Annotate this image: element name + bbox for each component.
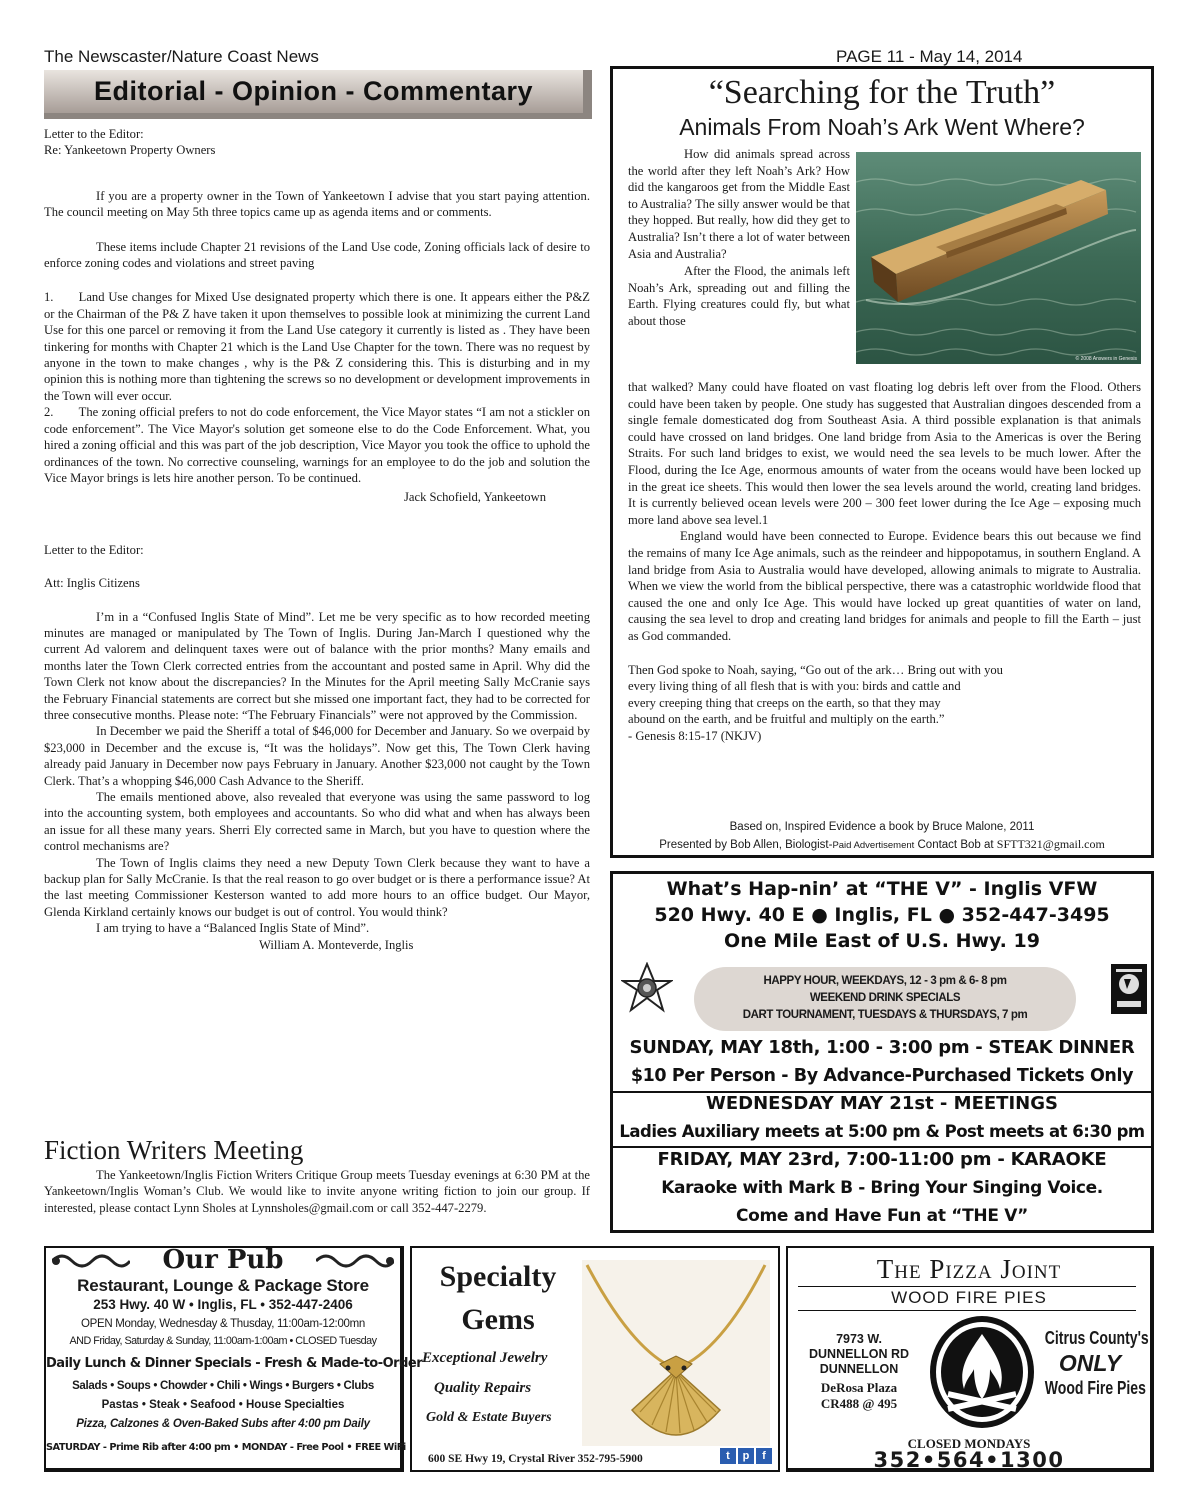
plaza-name: DeRosa Plaza	[820, 1380, 898, 1395]
editorial-banner-title: Editorial - Opinion - Commentary	[93, 76, 534, 106]
fire-logo-icon	[928, 1314, 1036, 1434]
truth-para: How did animals spread across the world after they left Noah’s Ark? How did the kangaroos get from the Middle East to Australia? The silly answer would be that they hopped. But really, how did they get to Australia? Isn’t there a lot of water between Asia and Australia?	[628, 147, 850, 261]
facebook-icon[interactable]: f	[756, 1448, 772, 1464]
letter2-para: The emails mentioned above, also revealed that everyone was using the same password to log into the accounting system, both employees and accountants. So who did what and when has always been an issue for all these many years. Sherri Ely corrected same in March, but you have to question where the control mechanisms are?	[44, 790, 590, 854]
pub-hours: AND Friday, Saturday & Sunday, 11:00am-1:00am • CLOSED Tuesday	[69, 1335, 377, 1347]
gems-service: Quality Repairs	[434, 1380, 532, 1396]
pub-menu: Salads • Soups • Chowder • Chili • Wings • Burgers • Clubs	[72, 1380, 374, 1392]
vfw-divider	[613, 1146, 1151, 1148]
pizza-name: The Pizza Joint	[876, 1254, 1062, 1284]
our-pub-ad	[44, 1245, 423, 1472]
crossroads: CR488 @ 495	[820, 1396, 898, 1411]
truth-title: “Searching for the Truth”	[708, 74, 1056, 111]
vfw-event-price: $10 Per Person - By Advance-Purchased Tickets Only	[630, 1066, 1134, 1086]
letter1-heading: Letter to the Editor:	[44, 127, 144, 141]
gems-service: Exceptional Jewelry	[422, 1350, 548, 1366]
truth-para: that walked? Many could have floated on vast floating log debris left over from the Flood. Others could have been taken by people. One study has suggested that Australian dingoes descended from a single female domesticated dog from Southeast Asia. A third possible explanation is that animals could have crossed on land bridges. One land bridge from Asia to the Americas is over the Bering Straits. For such land bridges to exist, we would need the sea levels to be much lower. After the Flood, during the Ice Age, enormous amounts of water from the oceans would have been locked up in the great ice sheets. This would then lower the sea levels around the world, creating land bridges. It is currently believed ocean levels were 200 – 300 feet lower during the Ice Age – exposing much more land above sea level.1	[628, 380, 1141, 527]
letter1-para: These items include Chapter 21 revisions of the Land Use code, Zoning officials lack of desire to enforce zoning codes and violations and street paving	[44, 239, 590, 271]
specialty-gems-ad	[410, 1246, 780, 1472]
vfw-headline: What’s Hap-nin’ at “THE V” - Inglis VFW	[666, 878, 1098, 900]
truth-credit-presenter	[613, 837, 1151, 852]
address-line: DUNNELLON RD	[809, 1347, 909, 1361]
fiction-section	[44, 1134, 590, 1216]
tagline-line: ONLY	[1058, 1350, 1122, 1376]
vfw-event-sunday: SUNDAY, MAY 18th, 1:00 - 3:00 pm - STEAK DINNER	[629, 1037, 1135, 1058]
truth-subtitle: Animals From Noah’s Ark Went Where?	[679, 114, 1085, 140]
contact-email[interactable]: SFTT321@gmail.com	[996, 837, 1105, 851]
tagline-line: Citrus County's	[1044, 1328, 1149, 1348]
letter1-signature: Jack Schofield, Yankeetown	[403, 490, 546, 505]
letter2-heading: Letter to the Editor:	[44, 542, 144, 557]
bible-verse-line: Then God spoke to Noah, saying, “Go out of the ark… Bring out with you	[628, 662, 1003, 677]
paid-ad-label: Paid Advertisement	[832, 840, 915, 851]
vfw-cross-icon	[621, 962, 673, 1014]
bible-verse-line: every creeping thing that creeps on the earth, so that they may	[628, 695, 941, 710]
pinterest-icon[interactable]: p	[738, 1448, 754, 1464]
pub-footer: SATURDAY - Prime Rib after 4:00 pm • MONDAY - Free Pool • FREE WiFi	[46, 1442, 406, 1453]
fiction-title: Fiction Writers Meeting	[44, 1135, 304, 1165]
address-line: 7973 W.	[836, 1332, 882, 1346]
letter1-item: 2. The zoning official prefers to not do code enforcement, the Vice Mayor states “I am not a stickler on code enforcement”. The Vice Mayor's solution get someone else to do the Code Enforcement. What, you hired a zoning official and this was part of the job description, Vice Mayor you took the office to uphold the ordinances of the town. No corrective counseling, warnings for an employee to do the job and solution the Vice Mayor brings is lets hire another person. To be continued.	[44, 405, 590, 485]
gems-title: Gems	[461, 1303, 535, 1336]
vfw-karaoke: Karaoke with Mark B - Bring Your Singing Voice.	[661, 1178, 1103, 1198]
pizza-tagline	[1032, 1326, 1148, 1401]
pizza-joint-ad	[786, 1246, 1154, 1472]
pub-subtitle: Restaurant, Lounge & Package Store	[77, 1276, 369, 1295]
truth-para-wrap	[628, 146, 850, 330]
paper-name: The Newscaster/Nature Coast News	[44, 47, 319, 66]
letter1-re: Re: Yankeetown Property Owners	[44, 143, 216, 158]
address-line: DUNNELLON	[819, 1362, 899, 1376]
pizza-subtitle: WOOD FIRE PIES	[891, 1288, 1047, 1307]
letter2-para: The Town of Inglis claims they need a new Deputy Town Clerk because they want to have a backup plan for Sally McCranie. Is that the real reason to go over budget or is there a performance issue? At the last meeting Commissioner Kesterson wanted to add more hours to an office budget. Our Mayor, Glenda Kirkland certainly knows our budget is out of control. You would think?	[44, 855, 590, 919]
vfw-event-wednesday: WEDNESDAY MAY 21st - MEETINGS	[706, 1093, 1058, 1114]
tagline-line: Wood Fire Pies	[1044, 1378, 1146, 1398]
contact-label: Contact Bob at	[914, 839, 997, 851]
gems-title: Specialty	[439, 1260, 557, 1293]
dart-tournament: DART TOURNAMENT, TUESDAYS & THURSDAYS, 7 pm	[742, 1009, 1028, 1021]
bible-verse-line: every living thing of all flesh that is with you: birds and cattle and	[628, 679, 961, 694]
happy-hour: HAPPY HOUR, WEEKDAYS, 12 - 3 pm & 6- 8 pm	[763, 975, 1007, 987]
vfw-ad-box	[610, 871, 1154, 1233]
page-number: PAGE 11 - May 14, 2014	[836, 47, 1023, 66]
pow-mia-flag-icon	[1111, 964, 1147, 1014]
truth-credit-book: Based on, Inspired Evidence a book by Bruce Malone, 2011	[729, 821, 1035, 833]
bible-verse-line: abound on the earth, and be fruitful and multiply on the earth.”	[628, 712, 945, 727]
pizza-rule	[798, 1310, 1136, 1311]
truth-body	[628, 379, 1141, 744]
vfw-specials-pill	[694, 967, 1076, 1031]
pizza-address	[794, 1332, 924, 1377]
ark-photo	[856, 152, 1141, 364]
social-icons	[720, 1448, 772, 1464]
twitter-icon[interactable]: t	[720, 1448, 736, 1464]
truth-para: After the Flood, the animals left Noah’s Ark, spreading out and filling the Earth. Flying creatures could fly, but what about those	[628, 264, 850, 328]
gems-address: 600 SE Hwy 19, Crystal River 352-795-5900	[428, 1453, 643, 1465]
truth-para: England would have been connected to Europe. Evidence bears this out because we find the remains of many Ice Age animals, such as the reindeer and hippopotamus, in southern England. A land bridge from Asia to Australia would have developed, allowing animals to migrate to Australia. When we view the world from the biblical perspective, there was a catastrophic worldwide flood that caused the one and only Ice Age. This would have locked up great quantities of water on land, causing the sea level to drop and creating land bridges for animals and people to fill the Earth – just as God commanded.	[628, 529, 1141, 643]
pub-specials: Daily Lunch & Dinner Specials - Fresh & Made-to-Order	[46, 1356, 423, 1371]
editorial-banner	[44, 70, 592, 119]
pizza-phone: 352•564•1300	[873, 1448, 1065, 1472]
fiction-body: The Yankeetown/Inglis Fiction Writers Critique Group meets Tuesday evenings at 6:30 PM at the Yankeetown/Inglis Woman’s Club. We would like to invite anyone writing fiction to join our group. If interested, please contact Lynn Sholes at Lynnsholes@gmail.com or call 352-447-2279.	[44, 1168, 590, 1215]
necklace-photo	[582, 1260, 770, 1446]
vfw-closing: Come and Have Fun at “THE V”	[735, 1206, 1029, 1226]
letter1-item: 1. Land Use changes for Mixed Use designated property which there is one. It appears either the P&Z or the Chairman of the P& Z have taken it upon themselves to possible look at minimizing the current Land Use for this one parcel or removing it from the Land Use category it currently is listed as . They have been tinkering for months with Chapter 21 which is the Land Use Chapter for the town. There was no request by anyone in the town to make changes , why is the P& Z considering this. This is disturbing and in my opinion this is nothing more than tightening the screws so no development or development improvements in the Town will ever occur.	[44, 290, 590, 403]
pub-address: 253 Hwy. 40 W • Inglis, FL • 352-447-2406	[93, 1297, 353, 1312]
vfw-directions: One Mile East of U.S. Hwy. 19	[724, 930, 1040, 952]
weekend-specials: WEEKEND DRINK SPECIALS	[809, 992, 961, 1004]
pizza-closed: CLOSED MONDAYS	[907, 1436, 1031, 1451]
vfw-event-friday: FRIDAY, MAY 23rd, 7:00-11:00 pm - KARAOKE	[657, 1149, 1107, 1170]
editorial-column	[44, 126, 590, 953]
pizza-location	[794, 1380, 924, 1412]
pub-menu: Pizza, Calzones & Oven-Baked Subs after 4:00 pm Daily	[76, 1418, 370, 1430]
vfw-meetings: Ladies Auxiliary meets at 5:00 pm & Post meets at 6:30 pm	[619, 1122, 1145, 1141]
gems-service: Gold & Estate Buyers	[426, 1410, 552, 1425]
ark-photo-credit: © 2008 Answers in Genesis	[1075, 356, 1137, 362]
pizza-rule	[798, 1286, 1136, 1287]
pub-hours: OPEN Monday, Wednesday & Thusday, 11:00am-12:00mn	[80, 1318, 366, 1330]
letter2-para: I’m in a “Confused Inglis State of Mind”. Let me be very specific as to how recorded meeting minutes are managed or manipulated by The Town of Inglis. During Jan-March I questioned why the current Ad valorem and delinquent taxes were out of balance with the prior months? Many emails and months later the Town Clerk corrected entries from the accountant and posted same in April. Why did the Town Clerk not know about the discrepancies? In the Minutes for the April meeting Sally McCranie says the February Financial statements are correct but she missed one important fact, they had to be corrected for three consecutive months. Please note: “The February Financials” were not approved by the Commission.	[44, 609, 590, 722]
letter2-att: Att: Inglis Citizens	[44, 576, 140, 591]
letter2-para: I am trying to have a “Balanced Inglis State of Mind”.	[96, 921, 370, 936]
letter2-para: In December we paid the Sheriff a total of $46,000 for December and January. So we overpaid by $23,000 in December and the excuse is, “It was the holidays”. Now get this, The Town Clerk having already paid January in December now pays February in January. Another $23,000 not caught by the Town Clerk. That’s a whopping $46,000 Cash Advance to the Sheriff.	[44, 724, 590, 788]
truth-ad-box	[610, 66, 1154, 858]
pub-name: Our Pub	[162, 1245, 284, 1275]
letter1-para: If you are a property owner in the Town of Yankeetown I advise that you start paying attention. The council meeting on May 5th three topics came up as agenda items and or comments.	[44, 188, 590, 220]
letter2-signature: William A. Monteverde, Inglis	[259, 937, 414, 952]
presenter-name: Presented by Bob Allen, Biologist-	[659, 839, 833, 851]
vfw-address: 520 Hwy. 40 E ● Inglis, FL ● 352-447-3495	[654, 904, 1110, 926]
pub-menu: Pastas • Steak • Seafood • House Specialties	[101, 1399, 345, 1411]
bible-verse-line: - Genesis 8:15-17 (NKJV)	[628, 728, 762, 743]
